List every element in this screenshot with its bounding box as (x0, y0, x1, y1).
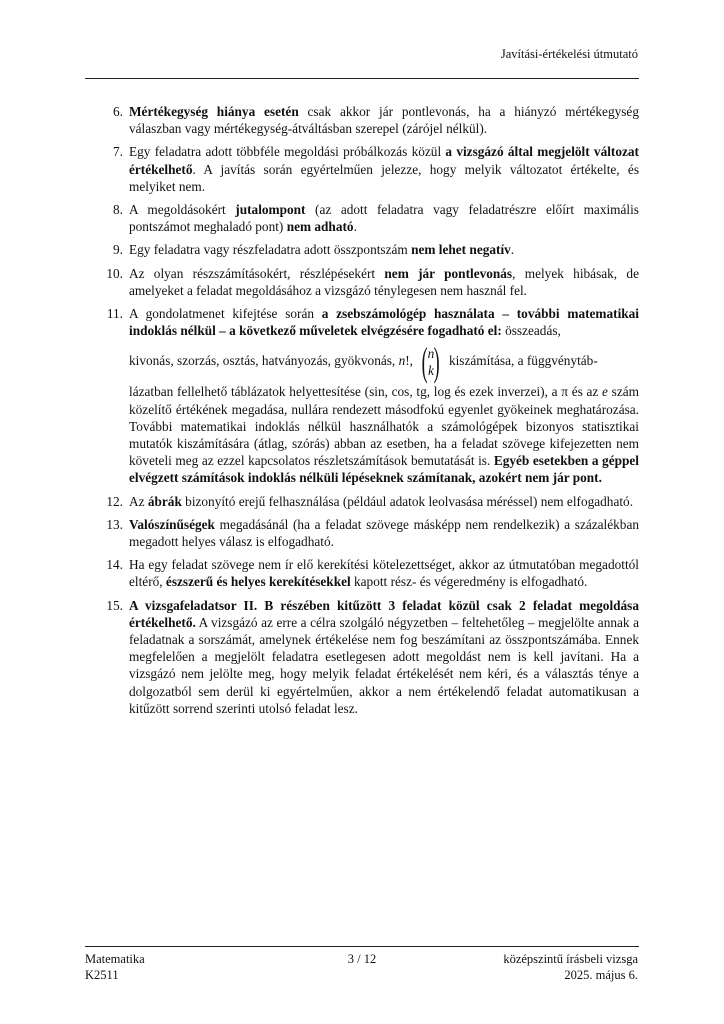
text-span: , melyek hibásak, de amelyeket a feladat megoldásához a vizsgázó ténylegesen nem használ fel. (129, 265, 639, 298)
text-span-bold: Egyéb esetekben a géppel elvégzett számítások indoklás nélküli lépéseknek számítanak, azokért nem jár pont. (129, 453, 639, 486)
list-item-8 (85, 201, 639, 235)
list-item-number: 14. (106, 557, 123, 573)
list-item-number: 13. (106, 516, 123, 532)
text-span: megadásánál (ha a feladat szövege másképp nem rendelkezik) a százalékban megadott helyes válasz is elfogadható. (129, 516, 639, 550)
rules-list-group (85, 103, 639, 299)
text-span: szám közelítő értékének megadása, nullára rendezett másodfokú egyenlet gyökeinek meghatározása. További matematikai indoklás nélkül használhatók a számológépek bizonyos statisztikai mutatók kiszámítására (átlag, szórás) abban az esetben, ha a feladat szövege kifejezetten nem követeli meg az ezzel kapcsolatos részletszámítások bemutatását is. (129, 384, 639, 469)
text-span: (az adott feladatra vagy feladatrészre előírt maximális pontszámot meghaladó pont) (129, 202, 639, 235)
list-item-text (129, 556, 639, 590)
list-item-text (129, 201, 639, 235)
text-span-bold: a vizsgázó által megjelölt változat értékelhető (129, 144, 639, 177)
text-span: . (353, 219, 357, 235)
binomial-coefficient (418, 339, 443, 385)
binomial-top: n (427, 346, 435, 362)
text-span-bold: észszerű és helyes kerekítésekkel (165, 574, 351, 590)
text-span: kiszámítása, a függvénytáb- (445, 353, 598, 369)
text-span-bold: nem jár pontlevonás (384, 265, 513, 281)
list-item-7 (85, 143, 639, 195)
list-item-text (129, 597, 639, 717)
text-span: Az olyan részszámításokért, részlépésekért (129, 265, 385, 281)
text-span-bold: Mértékegység hiánya esetén (129, 104, 299, 119)
text-span: Egy feladatra vagy részfeladatra adott összpontszám (129, 242, 412, 258)
footer-subject: Matematika (85, 952, 145, 966)
text-span: csak akkor jár pontlevonás, ha a hiányzó mértékegység válaszban vagy mértékegység-átváltásban szerepel (zárójel nélkül). (129, 104, 639, 137)
text-span: Ha egy feladat szövege nem ír elő kerekítési kötelezettséget, akkor az útmutatóban megadottól eltérő, (129, 557, 639, 590)
text-span-bold: Valószínűségek (129, 516, 215, 532)
text-span: Egy feladatra adott többféle megoldási próbálkozás közül (129, 144, 446, 160)
text-span: bizonyító erejű felhasználása (például adatok leolvasása méréssel) nem elfogadható. (181, 493, 634, 509)
list-item-number: 8. (113, 202, 123, 218)
text-span-bold: jutalompont (235, 202, 306, 218)
list-item-text (129, 143, 639, 195)
text-span: A megoldásokért (129, 202, 236, 218)
list-item-number: 10. (106, 265, 123, 281)
list-item-text (129, 516, 639, 550)
footer-date: 2025. május 6. (564, 968, 638, 982)
list-item-text (129, 265, 639, 299)
rules-list (85, 103, 639, 723)
list-item-number: 6. (113, 104, 123, 119)
text-span: lázatban fellelhető táblázatok helyettesítése (sin, cos, tg, log és ezek inverzei), a π és az (129, 384, 603, 400)
list-item-6 (85, 103, 639, 137)
list-item-10 (85, 265, 639, 299)
list-item-15 (85, 597, 639, 717)
list-item-11 (85, 305, 639, 487)
list-item-number: 9. (113, 242, 123, 258)
text-span: kapott rész- és végeredmény is elfogadható. (350, 574, 588, 590)
text-span: Az (129, 493, 148, 509)
list-item-9 (85, 241, 639, 258)
list-item-14 (85, 556, 639, 590)
text-span-bold: nem lehet negatív (411, 242, 511, 258)
list-item-text (129, 241, 639, 258)
list-item-number: 7. (113, 144, 123, 160)
text-span: kivonás, szorzás, osztás, hatványozás, gyökvonás, (129, 353, 399, 369)
text-span: . A javítás során egyértelműen jelezze, hogy melyik változatot értékelte, és melyiket nem. (129, 161, 639, 194)
list-item-text (129, 103, 639, 137)
factorial-variable: n (398, 353, 406, 369)
header-title: Javítási-értékelési útmutató (500, 47, 638, 61)
text-span: A gondolatmenet kifejtése során (129, 306, 322, 322)
list-item-number: 15. (106, 597, 123, 613)
list-item-text (129, 305, 639, 487)
text-span: !, (405, 353, 413, 369)
list-item-number: 12. (106, 493, 123, 509)
text-span: A vizsgázó az erre a célra szolgáló négyzetben – feltehetőleg – megjelölte annak a feladatnak a sorszámát, amelynek értékelése nem fog beszámítani az összpontszámába. Ennek megfelelően a megjelölt feladatra esetlegesen adott megoldást nem is kell javítani. Ha a vizsgázó nem jelölte meg, hogy melyik feladat értékelését nem kéri, és a választás ténye a dolgozatból sem derül ki egyértelműen, akkor a nem értékelendő feladat automatikusan a kitűzött sorrend szerinti utolsó feladat lesz. (129, 614, 639, 716)
footer-right (503, 951, 638, 983)
text-span-bold: ábrák (147, 493, 182, 509)
header-divider (85, 78, 639, 79)
text-span-bold: A vizsgafeladatsor II. B részében kitűzött 3 feladat közül csak 2 feladat megoldása értékelhető. (129, 597, 639, 630)
binomial-bottom: k (428, 363, 434, 379)
list-item-number: 11. (106, 306, 123, 322)
list-item-13 (85, 516, 639, 550)
text-span: . (510, 242, 515, 258)
footer-divider (85, 946, 639, 947)
text-span-bold: nem adható (286, 219, 354, 235)
text-span-bold: a zsebszámológép használata – további matematikai indoklás nélkül – a következő műveletek elvégzésére fogadható el: (129, 306, 640, 339)
rules-list-group (85, 493, 639, 717)
list-item-12 (85, 493, 639, 510)
text-span: összeadás, (501, 323, 561, 339)
footer-code: K2511 (85, 968, 119, 982)
binomial-line (129, 339, 639, 383)
page-number: 3 / 12 (347, 952, 377, 966)
list-item-text (129, 493, 639, 510)
footer-exam-type: középszintű írásbeli vizsga (503, 952, 638, 966)
left-paren-glyph: ( (421, 339, 428, 385)
right-paren-glyph: ) (433, 339, 440, 385)
euler-e: e (602, 384, 608, 400)
